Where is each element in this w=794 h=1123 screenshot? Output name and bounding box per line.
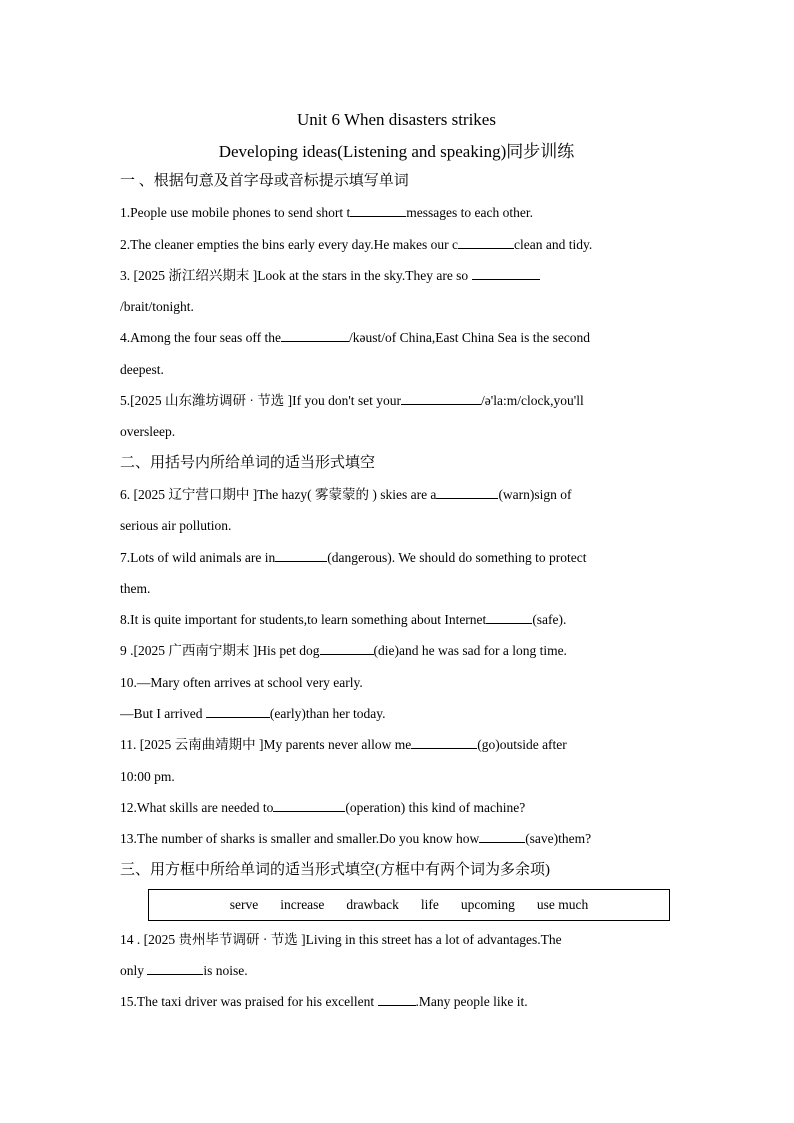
question-11-cont: 10:00 pm.: [120, 768, 175, 784]
answer-blank[interactable]: [275, 549, 327, 562]
question-14: 14 . [2025 贵州毕节调研 · 节选 ]Living in this street has a lot of advantages.The: [120, 931, 562, 947]
answer-blank[interactable]: [479, 830, 525, 843]
question-8: 8.It is quite important for students,to learn something about Internet (safe).: [120, 612, 567, 628]
question-11: 11. [2025 云南曲靖期中 ]My parents never allow me (go)outside after: [120, 737, 567, 753]
word-bank-item: upcoming: [460, 896, 515, 912]
question-6-cont: serious air pollution.: [120, 518, 232, 534]
word-bank-box: [148, 889, 670, 921]
section-3-heading: 三、用方框中所给单词的适当形式填空(方框中有两个词为多余项): [120, 861, 550, 878]
answer-blank[interactable]: [472, 267, 540, 280]
question-3: 3. [2025 浙江绍兴期末 ]Look at the stars in the sky.They are so: [120, 260, 673, 291]
unit-title: Unit 6 When disasters strikes: [297, 110, 496, 129]
question-6: 6. [2025 辽宁营口期中 ]The hazy( 雾蒙蒙的 ) skies are a (warn)sign of: [120, 486, 572, 502]
question-4: 4.Among the four seas off the /kəust/of China,East China Sea is the second: [120, 330, 591, 346]
lesson-subtitle: Developing ideas(Listening and speaking)同步训练: [218, 142, 575, 161]
section-1-heading: 一 、根据句意及首字母或音标提示填写单词: [120, 173, 409, 189]
question-5: 5.[2025 山东潍坊调研 · 节选 ]If you don't set your /ə'la:m/clock,you'll: [120, 393, 584, 409]
question-13: 13.The number of sharks is smaller and smaller.Do you know how (save)them?: [120, 831, 592, 847]
question-7-cont: them.: [120, 580, 151, 596]
section-2-heading: 二、用括号内所给单词的适当形式填空: [120, 454, 376, 471]
answer-blank[interactable]: [458, 236, 514, 249]
answer-blank[interactable]: [411, 736, 477, 749]
question-9: 9 .[2025 广西南宁期末 ]His pet dog (die)and he was sad for a long time.: [120, 643, 567, 659]
answer-blank[interactable]: [206, 705, 270, 718]
answer-blank[interactable]: [350, 204, 406, 217]
word-bank-item: increase: [280, 896, 325, 912]
answer-blank[interactable]: [378, 993, 416, 1006]
question-14-cont: only is noise.: [120, 963, 248, 979]
question-1: 1.People use mobile phones to send short t messages to each other.: [120, 205, 533, 221]
question-4-cont: deepest.: [120, 361, 164, 377]
question-2: 2.The cleaner empties the bins early every day.He makes our c clean and tidy.: [120, 236, 593, 252]
word-bank-item: use much: [536, 896, 589, 912]
worksheet-page: [120, 104, 673, 1018]
word-bank-item: serve: [229, 896, 259, 912]
answer-blank[interactable]: [486, 611, 532, 624]
answer-blank[interactable]: [401, 392, 481, 405]
answer-blank[interactable]: [281, 329, 349, 342]
answer-blank[interactable]: [436, 486, 498, 499]
question-7: 7.Lots of wild animals are in (dangerous). We should do something to protect: [120, 549, 587, 565]
question-12: 12.What skills are needed to (operation) this kind of machine?: [120, 799, 526, 815]
answer-blank[interactable]: [320, 642, 374, 655]
word-bank-item: drawback: [346, 896, 399, 912]
question-5-cont: oversleep.: [120, 424, 176, 440]
question-15: 15.The taxi driver was praised for his excellent .Many people like it.: [120, 994, 528, 1010]
word-bank-item: life: [420, 896, 439, 912]
question-10-reply: —But I arrived (early)than her today.: [120, 706, 386, 722]
answer-blank[interactable]: [273, 799, 345, 812]
answer-blank[interactable]: [147, 962, 203, 975]
question-10: 10.—Mary often arrives at school very early.: [120, 674, 363, 690]
question-3-cont: /brait/tonight.: [120, 299, 194, 315]
